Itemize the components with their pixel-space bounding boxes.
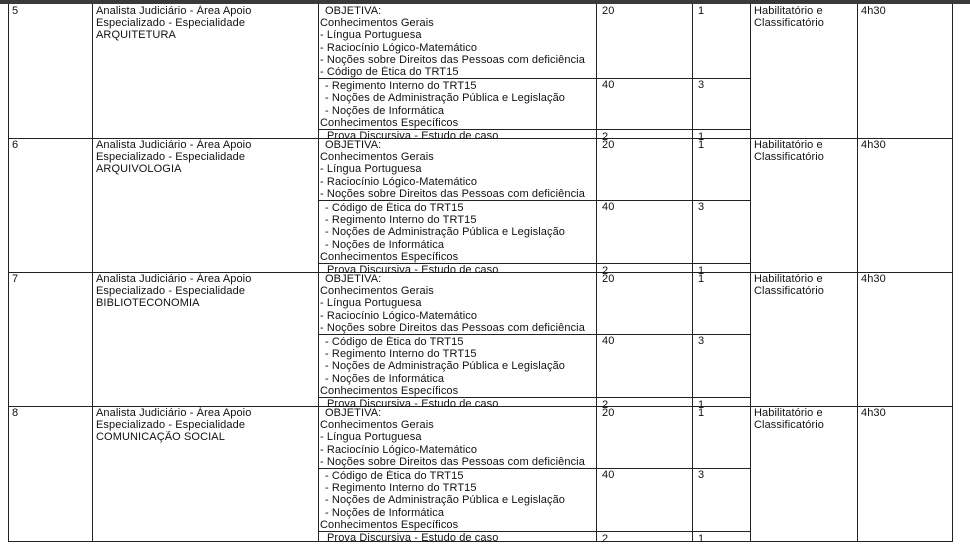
carater-line: Classificatório — [754, 285, 824, 298]
pontos-gerais: 1 — [698, 139, 705, 151]
questoes-especificos: 40 — [602, 201, 615, 213]
duracao: 4h30 — [861, 139, 886, 151]
duracao: 4h30 — [861, 407, 886, 419]
carater-line: Classificatório — [754, 151, 824, 164]
objetiva-line: OBJETIVA: — [325, 273, 382, 285]
carater-line: Habilitatório e — [754, 5, 823, 17]
column-rule-0 — [8, 4, 9, 542]
row-number: 8 — [12, 407, 19, 419]
questoes-especificos: 40 — [602, 335, 615, 347]
column-rule-1 — [92, 4, 93, 542]
objetiva-line: Conhecimentos Gerais — [320, 285, 434, 298]
pontos-especificos: 3 — [698, 79, 705, 92]
column-rule-2 — [318, 4, 319, 542]
pontos-gerais: 1 — [698, 407, 705, 419]
cargo-line: Analista Judiciário - Área Apoio — [96, 273, 252, 285]
especificos-line: Conhecimentos Específicos — [320, 250, 459, 263]
carater-line: Classificatório — [754, 419, 824, 432]
duracao: 4h30 — [861, 273, 886, 285]
especificos-line: - Noções de Administração Pública e Legislação — [325, 92, 566, 105]
pontos-gerais: 1 — [698, 273, 705, 285]
especificos-line: - Regimento Interno do TRT15 — [325, 348, 477, 361]
especificos-line: - Código de Ética do TRT15 — [325, 202, 464, 214]
cargo-line: Analista Judiciário - Área Apoio — [96, 139, 252, 151]
objetiva-line: - Língua Portuguesa — [320, 431, 422, 444]
questoes-discursiva: 2 — [602, 398, 609, 411]
objetiva-line: - Língua Portuguesa — [320, 163, 422, 176]
discursiva-line: Prova Discursiva - Estudo de caso — [327, 397, 499, 410]
questoes-gerais: 20 — [602, 5, 615, 17]
row-number: 6 — [12, 139, 19, 151]
questoes-gerais: 20 — [602, 407, 615, 419]
cargo-line: ARQUIVOLOGIA — [96, 163, 182, 176]
discursiva-line: Prova Discursiva - Estudo de caso — [327, 129, 499, 142]
cargo-line: Analista Judiciário - Área Apoio — [96, 407, 252, 419]
discursiva-line: Prova Discursiva - Estudo de caso — [327, 531, 499, 544]
pontos-discursiva: 1 — [698, 264, 705, 277]
objetiva-line: OBJETIVA: — [325, 5, 382, 17]
especificos-line: - Noções de Informática — [325, 238, 445, 251]
pontos-discursiva: 1 — [698, 532, 705, 545]
subrow-rule — [318, 334, 750, 335]
subrow-rule — [318, 78, 750, 79]
especificos-line: Conhecimentos Específicos — [320, 384, 459, 397]
objetiva-line: - Língua Portuguesa — [320, 29, 422, 42]
questoes-especificos: 40 — [602, 79, 615, 92]
objetiva-line: OBJETIVA: — [325, 407, 382, 419]
questoes-gerais: 20 — [602, 273, 615, 285]
objetiva-line: - Noções sobre Direitos das Pessoas com deficiência — [320, 53, 585, 66]
row-number: 5 — [12, 5, 19, 17]
especificos-line: Conhecimentos Específicos — [320, 116, 459, 129]
objetiva-line: - Noções sobre Direitos das Pessoas com deficiência — [320, 187, 585, 200]
cargo-line: Especializado - Especialidade — [96, 17, 246, 30]
objetiva-line: Conhecimentos Gerais — [320, 419, 434, 432]
objetiva-line: - Raciocínio Lógico-Matemático — [320, 175, 478, 188]
especificos-line: - Regimento Interno do TRT15 — [325, 80, 477, 93]
objetiva-line: - Código de Ética do TRT15 — [320, 66, 459, 78]
especificos-line: - Regimento Interno do TRT15 — [325, 214, 477, 227]
especificos-line: - Regimento Interno do TRT15 — [325, 482, 477, 495]
especificos-line: - Código de Ética do TRT15 — [325, 470, 464, 482]
column-rule-6 — [857, 4, 858, 542]
especificos-line: - Noções de Administração Pública e Legislação — [325, 360, 566, 373]
cargo-line: BIBLIOTECONOMIA — [96, 297, 200, 310]
especificos-line: - Noções de Administração Pública e Legislação — [325, 226, 566, 239]
objetiva-line: - Noções sobre Direitos das Pessoas com deficiência — [320, 321, 585, 334]
column-rule-7 — [952, 4, 953, 542]
carater-line: Habilitatório e — [754, 273, 823, 285]
row-number: 7 — [12, 273, 19, 285]
carater-line: Habilitatório e — [754, 407, 823, 419]
pontos-discursiva: 1 — [698, 130, 705, 143]
objetiva-line: Conhecimentos Gerais — [320, 17, 434, 30]
duracao: 4h30 — [861, 5, 886, 17]
subrow-rule — [318, 468, 750, 469]
cargo-line: Especializado - Especialidade — [96, 285, 246, 298]
cargo-line: COMUNICAÇÃO SOCIAL — [96, 431, 225, 444]
cargo-line: ARQUITETURA — [96, 29, 176, 42]
discursiva-line: Prova Discursiva - Estudo de caso — [327, 263, 499, 276]
column-rule-5 — [750, 4, 751, 542]
objetiva-line: - Raciocínio Lógico-Matemático — [320, 443, 478, 456]
questoes-especificos: 40 — [602, 469, 615, 481]
objetiva-line: - Noções sobre Direitos das Pessoas com deficiência — [320, 455, 585, 468]
subrow-rule — [318, 200, 750, 201]
especificos-line: - Noções de Informática — [325, 104, 445, 117]
especificos-line: Conhecimentos Específicos — [320, 518, 459, 531]
objetiva-line: Conhecimentos Gerais — [320, 151, 434, 164]
especificos-line: - Código de Ética do TRT15 — [325, 336, 464, 348]
questoes-gerais: 20 — [602, 139, 615, 151]
especificos-line: - Noções de Administração Pública e Legislação — [325, 494, 566, 507]
pontos-especificos: 3 — [698, 469, 705, 481]
questoes-discursiva: 2 — [602, 532, 609, 545]
pontos-especificos: 3 — [698, 335, 705, 347]
objetiva-line: - Raciocínio Lógico-Matemático — [320, 41, 478, 54]
cargo-line: Especializado - Especialidade — [96, 419, 246, 432]
objetiva-line: - Raciocínio Lógico-Matemático — [320, 309, 478, 322]
especificos-line: - Noções de Informática — [325, 506, 445, 519]
carater-line: Habilitatório e — [754, 139, 823, 151]
cargo-line: Especializado - Especialidade — [96, 151, 246, 164]
pontos-gerais: 1 — [698, 5, 705, 17]
pontos-especificos: 3 — [698, 201, 705, 213]
questoes-discursiva: 2 — [602, 130, 609, 143]
pontos-discursiva: 1 — [698, 398, 705, 411]
objetiva-line: OBJETIVA: — [325, 139, 382, 151]
especificos-line: - Noções de Informática — [325, 372, 445, 385]
cargo-line: Analista Judiciário - Área Apoio — [96, 5, 252, 17]
questoes-discursiva: 2 — [602, 264, 609, 277]
objetiva-line: - Língua Portuguesa — [320, 297, 422, 310]
column-rule-4 — [692, 4, 693, 542]
carater-line: Classificatório — [754, 17, 824, 30]
